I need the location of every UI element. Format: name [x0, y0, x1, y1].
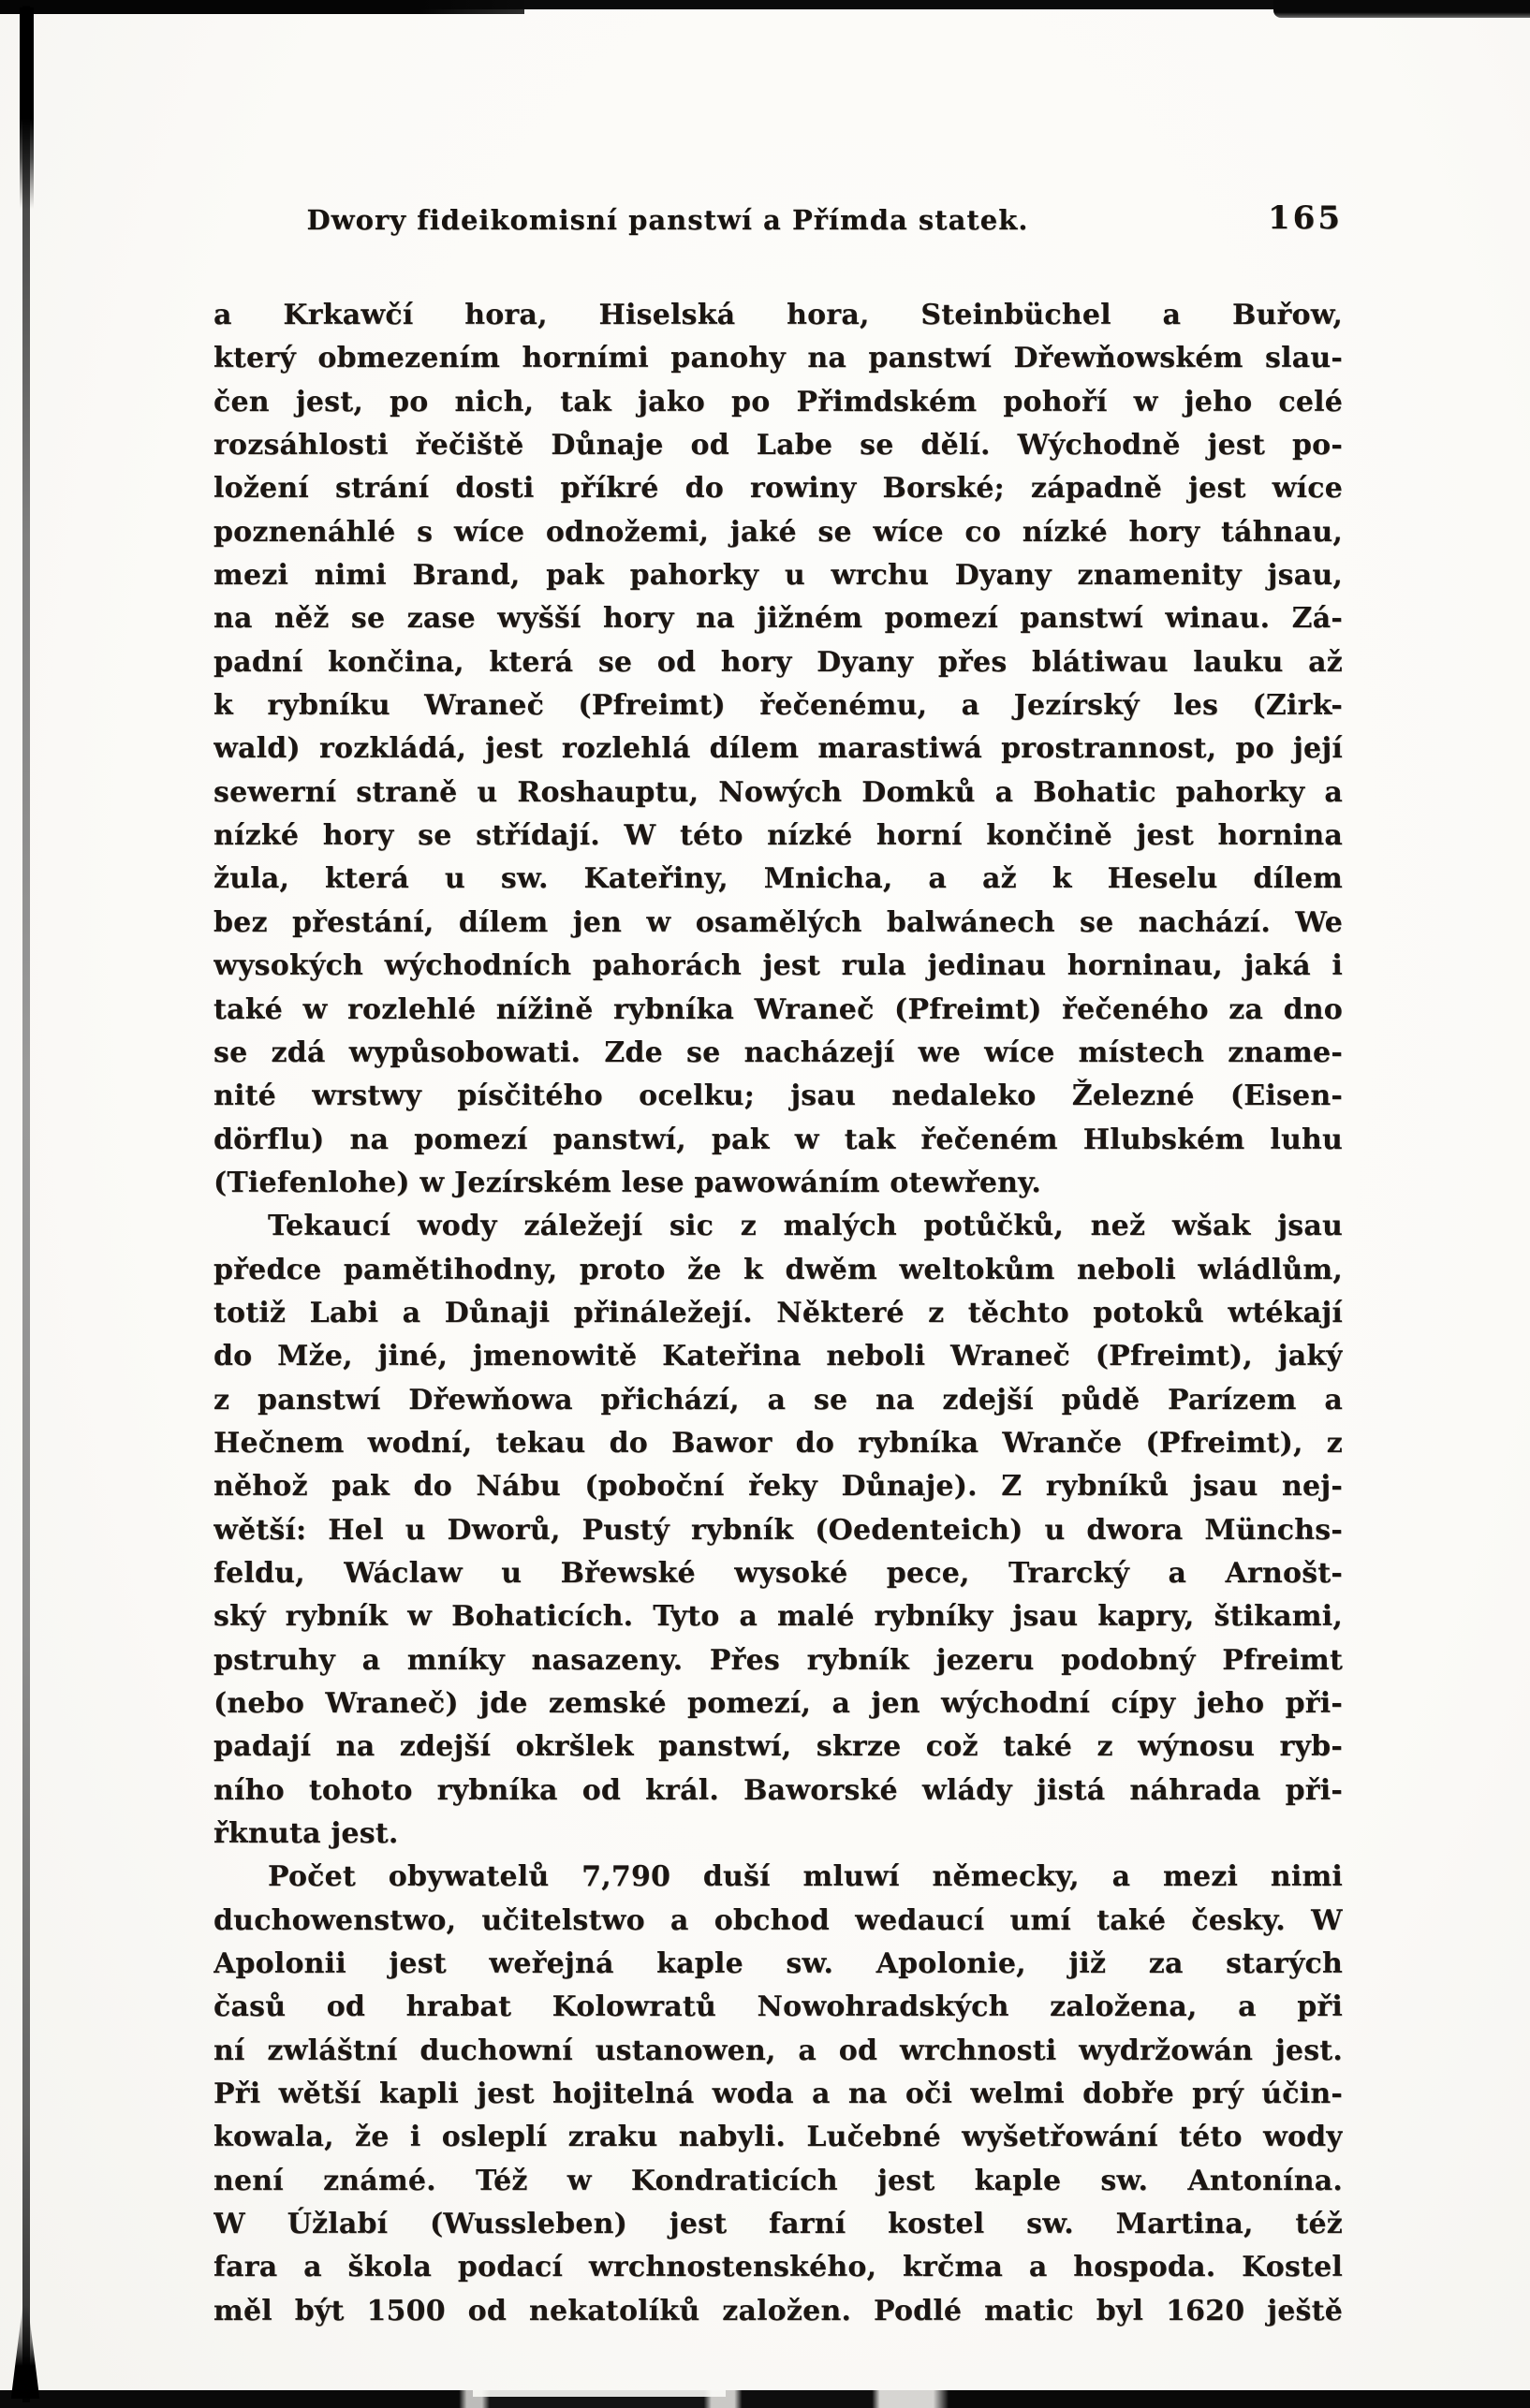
text-line: který obmezením horními panohy na panstwí Dřewňowském slau- — [213, 342, 1343, 375]
text-line: Tekaucí wody záležejí sic z malých potůčků, než wšak jsau — [268, 1210, 1343, 1243]
text-line: padají na zdejší okršlek panstwí, skrze což také z wýnosu ryb- — [213, 1730, 1343, 1764]
text-line: (Tiefenlohe) w Jezírském lese pawowáním otewřeny. — [213, 1166, 1042, 1199]
text-line: pstruhy a mníky nasazeny. Přes rybník jezeru podobný Pfreimt — [213, 1643, 1343, 1677]
text-line: fara a škola podací wrchnostenského, krčma a hospoda. Kostel — [213, 2251, 1343, 2284]
text-line: a Krkawčí hora, Hiselská hora, Steinbüchel a Buřow, — [213, 299, 1343, 331]
text-line: něhož pak do Nábu (poboční řeky Důnaje). Z rybníků jsau nej- — [213, 1470, 1343, 1504]
text-line: Při wětší kapli jest hojitelná woda a na oči welmi dobře prý účin- — [213, 2078, 1343, 2111]
text-line: padní končina, která se od hory Dyany přes blátiwau lauku až — [213, 645, 1343, 679]
text-line: poznenáhlé s wíce odnožemi, jaké se wíce co nízké hory táhnau, — [213, 515, 1343, 549]
text-line: Apolonii jest weřejná kaple sw. Apolonie, již za starých — [213, 1947, 1343, 1981]
text-line: nité wrstwy písčitého ocelku; jsau nedaleko Železné (Eisen- — [213, 1079, 1343, 1113]
scan-border-top-left — [0, 0, 524, 14]
scan-border-bottom — [0, 2390, 1530, 2408]
text-line: wysokých wýchodních pahorách jest rula jedinau horninau, jaká i — [213, 949, 1343, 983]
text-line: W Úžlabí (Wussleben) jest farní kostel sw. Martina, též — [213, 2208, 1343, 2241]
text-line: mezi nimi Brand, pak pahorky u wrchu Dyany znamenity jsau, — [213, 559, 1343, 593]
running-head — [213, 199, 1343, 243]
text-line: duchowenstwo, učitelstwo a obchod wedaucí umí také česky. W — [213, 1903, 1343, 1937]
text-line: žula, která u sw. Kateřiny, Mnicha, a až k Heselu dílem — [213, 862, 1343, 896]
text-line: do Mže, jiné, jmenowitě Kateřina neboli Wraneč (Pfreimt), jaký — [213, 1340, 1343, 1373]
paragraph — [213, 1856, 1343, 2333]
text-line: kowala, že i osleplí zraku nabyli. Lučebné wyšetřowání této wody — [213, 2121, 1343, 2154]
running-head-title: Dwory fideikomisní panstwí a Přímda statek. — [306, 204, 1029, 236]
text-line: ní zwláštní duchowní ustanowen, a od wrchnosti wydržowán jest. — [213, 2034, 1343, 2067]
book-gutter-shadow — [22, 6, 30, 2402]
text-line: časů od hrabat Kolowratů Nowohradských založena, a při — [213, 1990, 1343, 2024]
book-gutter-shadow-bottom — [9, 2305, 41, 2399]
text-line: není známé. Též w Kondraticích jest kaple sw. Antonína. — [213, 2164, 1343, 2197]
scan-border-top-right — [1273, 0, 1530, 18]
text-line: z panstwí Dřewňowa přichází, a se na zdejší půdě Parízem a — [213, 1383, 1343, 1417]
page-number: 165 — [1268, 199, 1343, 237]
text-line: sewerní straně u Roshauptu, Nowých Domků a Bohatic pahorky a — [213, 775, 1343, 809]
text-block — [213, 294, 1343, 2333]
book-gutter-shadow-top — [20, 7, 34, 209]
text-line: nízké hory se střídají. W této nízké horní končině jest hornina — [213, 819, 1343, 853]
text-line: dörflu) na pomezí panstwí, pak w tak řečeném Hlubském luhu — [213, 1123, 1343, 1156]
text-line: předce pamětihodny, proto že k dwěm weltokům neboli wládlům, — [213, 1253, 1343, 1286]
text-line: Počet obywatelů 7,790 duší mluwí německy, a mezi nimi — [268, 1860, 1343, 1894]
text-line: bez přestání, dílem jen w osamělých balwánech se nachází. We — [213, 905, 1343, 939]
paragraph — [213, 294, 1343, 1205]
text-line: se zdá wypůsobowati. Zde se nacházejí we wíce místech zname- — [213, 1035, 1343, 1069]
text-line: ložení strání dosti příkré do rowiny Borské; západně jest wíce — [213, 472, 1343, 506]
text-line: wald) rozkládá, jest rozlehlá dílem marastiwá prostrannost, po její — [213, 732, 1343, 766]
text-line: rozsáhlosti řečiště Důnaje od Labe se dělí. Wýchodně jest po- — [213, 429, 1343, 463]
text-line: Hečnem wodní, tekau do Bawor do rybníka Wranče (Pfreimt), z — [213, 1426, 1343, 1460]
text-line: (nebo Wraneč) jde zemské pomezí, a jen wýchodní cípy jeho při- — [213, 1687, 1343, 1720]
text-line: k rybníku Wraneč (Pfreimt) řečenému, a Jezírský les (Zirk- — [213, 689, 1343, 723]
text-line: řknuta jest. — [213, 1817, 399, 1851]
text-line: ního tohoto rybníka od král. Baworské wlády jistá náhrada při- — [213, 1773, 1343, 1807]
text-line: čen jest, po nich, tak jako po Přimdském pohoří w jeho celé — [213, 385, 1343, 418]
text-line: wětší: Hel u Dworů, Pustý rybník (Oedenteich) u dwora Münchs- — [213, 1513, 1343, 1547]
text-line: ský rybník w Bohaticích. Tyto a malé rybníky jsau kapry, štikami, — [213, 1600, 1343, 1634]
scan-border-bottom-gap — [473, 2390, 726, 2397]
text-line: totiž Labi a Důnaji přináležejí. Některé z těchto potoků wtékají — [213, 1296, 1343, 1329]
text-line: feldu, Wáclaw u Břewské wysoké pece, Trarcký a Arnošt- — [213, 1556, 1343, 1590]
text-line: také w rozlehlé nížině rybníka Wraneč (Pfreimt) řečeného za dno — [213, 992, 1343, 1026]
text-line: měl být 1500 od nekatolíků založen. Podlé matic byl 1620 ještě — [213, 2294, 1343, 2327]
text-line: na něž se zase wyšší hory na jižném pomezí panstwí winau. Zá- — [213, 602, 1343, 636]
paragraph — [213, 1205, 1343, 1856]
